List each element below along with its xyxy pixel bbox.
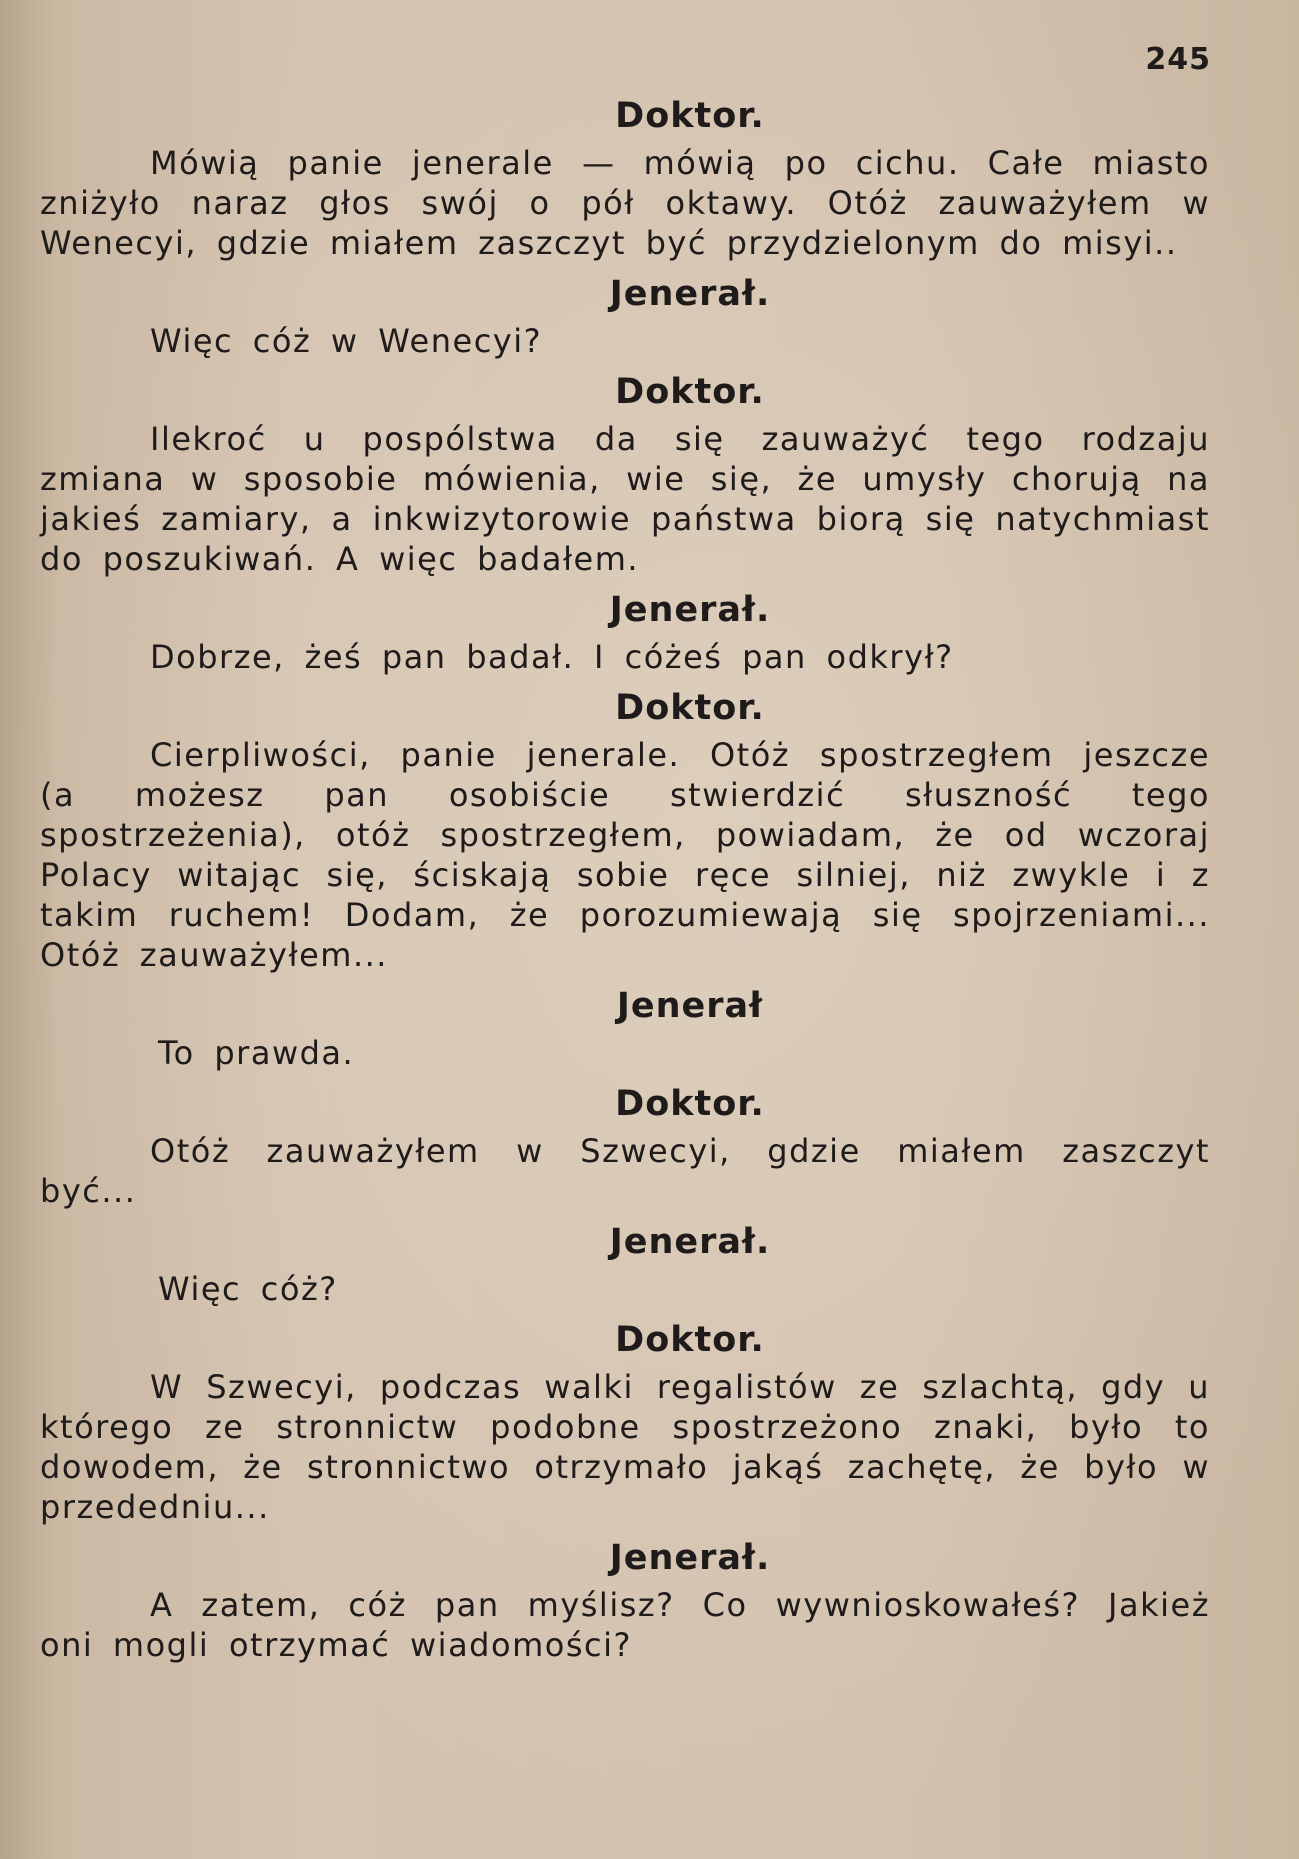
speaker-label: Doktor. — [615, 688, 765, 728]
speaker-label: Doktor. — [615, 96, 765, 136]
speaker-label: Doktor. — [615, 372, 765, 412]
speaker-label: Jenerał. — [609, 274, 771, 314]
speech-line: Cierpliwości, panie jenerale. Otóż spostrzegłem jeszcze (a możesz pan osobiście stwierdzić słuszność tego spostrzeżenia), otóż spostrzegłem, powiadam, że od wczoraj Polacy witając się, ściskają sobie ręce silniej, niż zwykle i z takim ruchem! Dodam, że porozumiewają się spojrzeniami... Otóż zauważyłem... — [40, 736, 1210, 974]
speech-line: W Szwecyi, podczas walki regalistów ze szlachtą, gdy u którego ze stronnictw podobne spostrzeżono znaki, było to dowodem, że stronnictwo otrzymało jakąś zachętę, że było w przededniu... — [40, 1368, 1210, 1526]
speech-line: Otóż zauważyłem w Szwecyi, gdzie miałem zaszczyt być... — [40, 1132, 1210, 1210]
speaker-label: Jenerał — [616, 986, 764, 1026]
dialogue-text — [40, 85, 1210, 1671]
speech-line: Więc cóż w Wenecyi? — [150, 322, 543, 360]
speaker-label: Doktor. — [615, 1084, 765, 1124]
speech-line: Mówią panie jenerale — mówią po cichu. Całe miasto zniżyło naraz głos swój o pół oktawy. Otóż zauważyłem w Wenecyi, gdzie miałem zaszczyt być przydzielonym do misyi.. — [40, 144, 1210, 262]
speech-line: Ilekroć u pospólstwa da się zauważyć tego rodzaju zmiana w sposobie mówienia, wie się, że umysły chorują na jakieś zamiary, a inkwizytorowie państwa biorą się natychmiast do poszukiwań. A więc badałem. — [40, 420, 1210, 578]
speech-line: A zatem, cóż pan myślisz? Co wywnioskowałeś? Jakież oni mogli otrzymać wiadomości? — [40, 1586, 1210, 1664]
speech-line: Więc cóż? — [158, 1270, 338, 1308]
speaker-label: Jenerał. — [609, 1222, 771, 1262]
speech-line: To prawda. — [158, 1034, 355, 1072]
speaker-label: Doktor. — [615, 1320, 765, 1360]
speech-line: Dobrze, żeś pan badał. I cóżeś pan odkrył? — [150, 638, 954, 676]
page-number: 245 — [1145, 42, 1211, 77]
speaker-label: Jenerał. — [609, 1538, 771, 1578]
speaker-label: Jenerał. — [609, 590, 771, 630]
